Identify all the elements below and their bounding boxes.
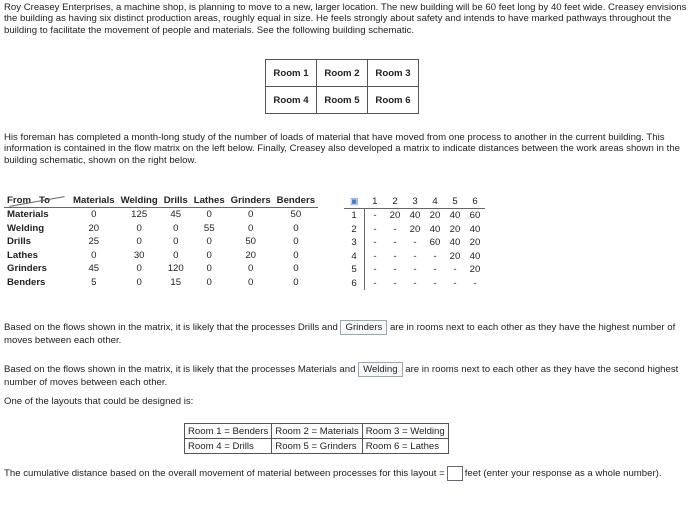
q2-answer-select[interactable]: Welding [358, 362, 403, 377]
distance-cell: 60 [469, 210, 481, 222]
distance-cell: 40 [409, 210, 421, 222]
question-1 [4, 320, 694, 347]
distance-row [344, 236, 485, 250]
distance-cell: - [433, 277, 437, 289]
flow-cell: 120 [167, 263, 184, 275]
flow-row [4, 235, 318, 249]
distance-cell: 40 [469, 250, 481, 262]
distance-cell: - [393, 250, 397, 262]
distance-cell: 20 [469, 264, 481, 276]
flow-cell: 0 [206, 249, 212, 261]
q1-text-before: Based on the flows shown in the matrix, it is likely that the processes Drills and [4, 322, 338, 333]
flow-cell: 0 [206, 236, 212, 248]
cumulative-distance-question [4, 466, 694, 481]
flow-cell: 0 [293, 222, 299, 234]
q1-answer-select[interactable]: Grinders [340, 320, 387, 335]
flow-cell: 15 [170, 276, 182, 288]
q2-text-after: are in rooms next to each other as they have the second highest number of moves between each other. [4, 364, 679, 389]
intro-paragraph: Roy Creasey Enterprises, a machine shop, is planning to move to a new, larger location. The new building will be 60 feet long by 40 feet wide. Creasey envisions the building as having six distinct production areas, roughly equal in size. He feels strongly about safety and intends to have marked pathways throughout the building to facilitate the movement of people and materials. See the following building schematic. [4, 2, 687, 36]
foreman-paragraph: His foreman has completed a month-long study of the number of loads of material that have moved from one process to another in the current building. This information is contained in the flow matrix on the left below. Finally, Creasey also developed a matrix to indicate distances between the work areas shown in the building schematic, shown on the right below. [4, 132, 681, 166]
flow-row-label: Grinders [7, 263, 47, 275]
layout-table [184, 423, 449, 454]
distance-cell: - [433, 264, 437, 276]
distance-cell: 20 [449, 250, 461, 262]
distance-cell: - [393, 264, 397, 276]
flow-cell: 0 [91, 249, 97, 261]
matrix-icon: ▣ [349, 195, 359, 206]
flow-matrix [4, 194, 318, 289]
flow-cell: 0 [293, 236, 299, 248]
flow-row-label: Benders [7, 276, 46, 288]
layout-room-6: Room 6 = Lathes [362, 439, 448, 454]
flow-cell: 0 [248, 276, 254, 288]
distance-cell: 40 [469, 223, 481, 235]
distance-cell: - [393, 223, 397, 235]
flow-cell: 0 [136, 276, 142, 288]
distance-col-header: 5 [445, 194, 465, 209]
flow-cell: 0 [248, 209, 254, 221]
flow-header-row [4, 194, 318, 208]
layout-room-5: Room 5 = Grinders [272, 439, 362, 454]
flow-cell: 5 [91, 276, 97, 288]
flow-cell: 0 [136, 236, 142, 248]
flow-cell: 0 [91, 209, 97, 221]
distance-matrix [344, 194, 485, 290]
distance-cell: - [373, 237, 377, 249]
flow-row-label: Lathes [7, 249, 38, 261]
flow-cell: 50 [290, 209, 302, 221]
distance-cell: 20 [389, 210, 401, 222]
distance-row [344, 223, 485, 237]
flow-cell: 125 [131, 209, 148, 221]
flow-cell: 50 [245, 236, 256, 248]
distance-cell: - [413, 237, 417, 249]
distance-col-header: 3 [405, 194, 425, 209]
distance-row [344, 250, 485, 264]
distance-row-label: 2 [344, 223, 365, 237]
distance-cell: 60 [429, 237, 441, 249]
distance-cell: 40 [449, 210, 461, 222]
flow-cell: 20 [245, 249, 256, 261]
flow-row [4, 249, 318, 263]
to-label: To [38, 195, 50, 206]
flow-cell: 0 [248, 263, 254, 275]
distance-cell: - [413, 250, 417, 262]
flow-col-header: Lathes [191, 194, 228, 208]
distance-row-label: 6 [344, 277, 365, 291]
layout-room-3: Room 3 = Welding [362, 424, 448, 439]
flow-row-label: Welding [7, 222, 45, 234]
flow-col-header: Drills [161, 194, 191, 208]
flow-cell: 0 [173, 236, 179, 248]
distance-cell: - [473, 277, 477, 289]
distance-cell: - [373, 277, 377, 289]
cumulative-distance-input[interactable] [447, 466, 463, 481]
flow-cell: 0 [206, 263, 212, 275]
from-label: From [7, 195, 31, 206]
distance-row-label: 1 [344, 209, 365, 223]
schematic-room-6: Room 6 [368, 87, 419, 114]
distance-row [344, 209, 485, 223]
flow-cell: 0 [206, 276, 212, 288]
layout-room-1: Room 1 = Benders [185, 424, 272, 439]
distance-cell: - [413, 277, 417, 289]
distance-cell: - [373, 250, 377, 262]
distance-row [344, 263, 485, 277]
distance-cell: - [453, 277, 457, 289]
distance-cell: - [393, 277, 397, 289]
flow-cell: 0 [293, 249, 299, 261]
distance-row [344, 277, 485, 291]
q2-text-before: Based on the flows shown in the matrix, it is likely that the processes Materials and [4, 364, 356, 375]
distance-row-label: 5 [344, 263, 365, 277]
distance-cell: - [373, 210, 377, 222]
flow-cell: 0 [173, 222, 179, 234]
distance-col-header: 6 [465, 194, 485, 209]
flow-col-header: Benders [274, 194, 318, 208]
flow-row [4, 276, 318, 290]
distance-col-header: 1 [365, 194, 386, 209]
distance-cell: - [453, 264, 457, 276]
building-schematic [265, 59, 419, 114]
schematic-room-3: Room 3 [368, 60, 419, 87]
q1-text-after: are in rooms next to each other as they have the highest number of moves between each other. [4, 322, 676, 347]
distance-cell: 20 [449, 223, 461, 235]
layout-room-4: Room 4 = Drills [185, 439, 272, 454]
cum-text-before: The cumulative distance based on the overall movement of material between processes for this layout = [4, 468, 445, 480]
question-2 [4, 362, 694, 389]
distance-row-label: 3 [344, 236, 365, 250]
distance-cell: - [433, 250, 437, 262]
flow-row [4, 222, 318, 236]
flow-col-header: Welding [118, 194, 161, 208]
flow-cell: 0 [136, 222, 142, 234]
distance-cell: - [373, 223, 377, 235]
flow-cell: 55 [203, 222, 215, 234]
flow-cell: 45 [88, 263, 100, 275]
distance-cell: 20 [429, 210, 441, 222]
flow-cell: 30 [133, 249, 145, 261]
flow-cell: 0 [248, 222, 254, 234]
distance-cell: - [393, 237, 397, 249]
schematic-room-4: Room 4 [266, 87, 317, 114]
from-to-header [4, 194, 70, 208]
schematic-room-2: Room 2 [317, 60, 368, 87]
flow-row-label: Materials [7, 209, 49, 221]
cum-text-after: feet (enter your response as a whole number). [464, 468, 662, 480]
flow-cell: 0 [173, 249, 179, 261]
flow-col-header: Materials [70, 194, 118, 208]
distance-col-header: 2 [385, 194, 405, 209]
flow-cell: 0 [293, 276, 299, 288]
flow-row [4, 262, 318, 276]
schematic-room-5: Room 5 [317, 87, 368, 114]
distance-cell: 40 [449, 237, 461, 249]
distance-corner [344, 194, 365, 209]
flow-row [4, 208, 318, 222]
flow-cell: 45 [170, 209, 182, 221]
distance-cell: 20 [409, 223, 421, 235]
flow-cell: 25 [88, 236, 100, 248]
distance-cell: - [373, 264, 377, 276]
distance-row-label: 4 [344, 250, 365, 264]
flow-cell: 0 [206, 209, 212, 221]
distance-header-row [344, 194, 485, 209]
flow-cell: 0 [136, 263, 142, 275]
schematic-room-1: Room 1 [266, 60, 317, 87]
flow-col-header: Grinders [228, 194, 274, 208]
distance-cell: 20 [469, 237, 481, 249]
flow-cell: 0 [293, 263, 299, 275]
flow-row-label: Drills [7, 236, 31, 248]
layout-room-2: Room 2 = Materials [272, 424, 362, 439]
question-3: One of the layouts that could be designed is: [4, 396, 194, 407]
flow-cell: 20 [88, 222, 100, 234]
distance-cell: - [413, 264, 417, 276]
distance-col-header: 4 [425, 194, 445, 209]
distance-cell: 40 [429, 223, 441, 235]
